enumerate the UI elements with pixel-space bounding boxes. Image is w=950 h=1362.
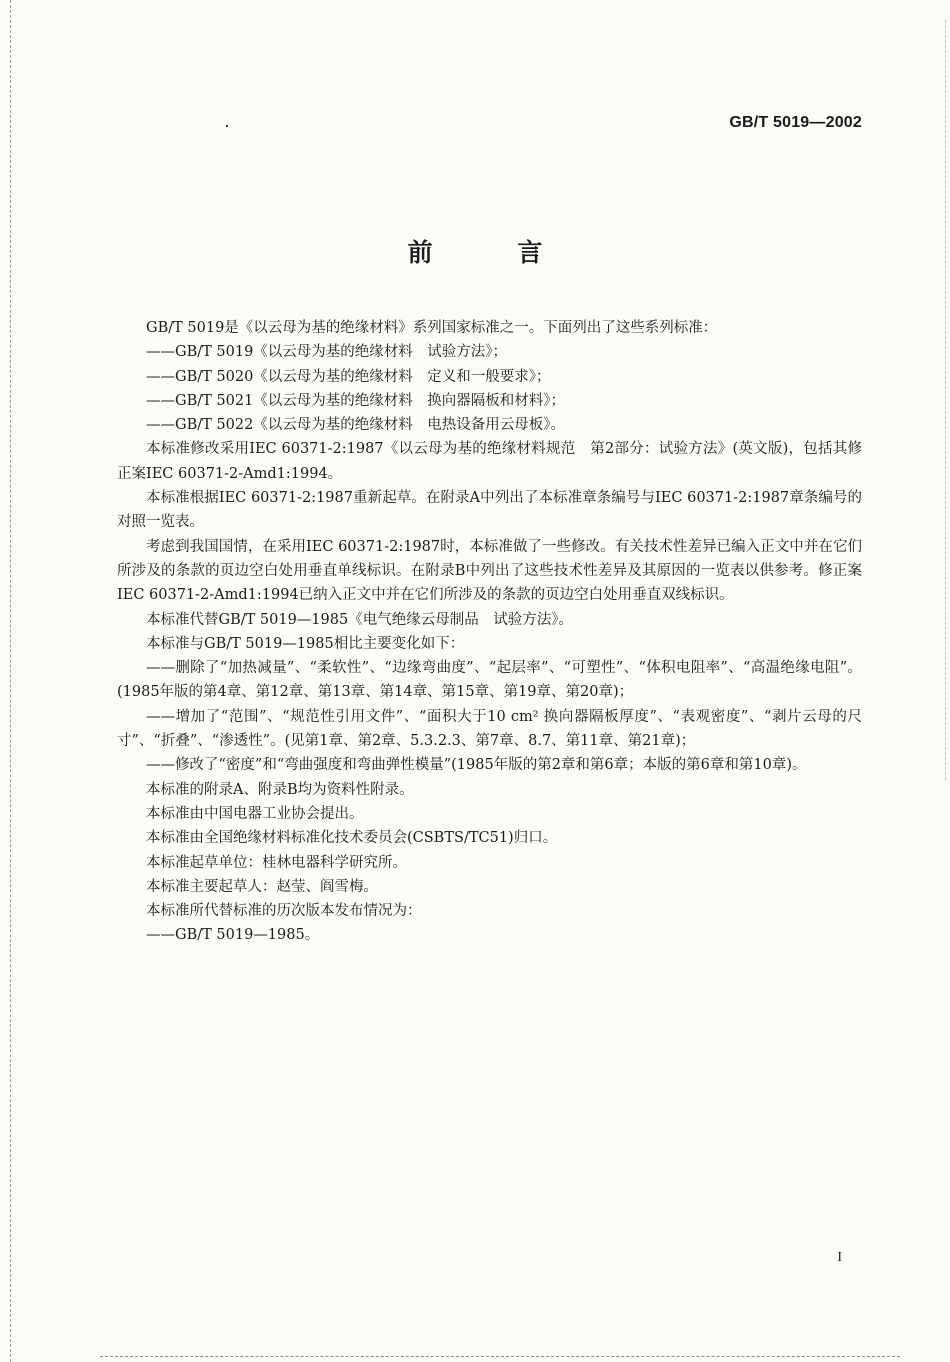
paragraph: ——增加了“范围”、“规范性引用文件”、“面积大于10 cm² 换向器隔板厚度”、“表观密度”、“剥片云母的尺寸”、“折叠”、“渗透性”。(见第1章、第2章、5.3.2.3、第7章、8.7、第11章、第21章)； bbox=[117, 708, 862, 750]
paragraph: 本标准所代替标准的历次版本发布情况为： bbox=[146, 903, 422, 920]
right-margin-line bbox=[945, 20, 946, 780]
paragraph: ——修改了“密度”和“弯曲强度和弯曲弹性模量”(1985年版的第2章和第6章；本版的第6章和第10章)。 bbox=[146, 757, 807, 774]
bottom-edge-line bbox=[100, 1356, 900, 1357]
foreword-body bbox=[117, 316, 862, 948]
scan-speck bbox=[226, 125, 228, 127]
paragraph: 本标准起草单位：桂林电器科学研究所。 bbox=[146, 854, 407, 871]
paragraph: ——GB/T 5020《以云母为基的绝缘材料 定义和一般要求》； bbox=[146, 368, 551, 385]
paragraph: ——GB/T 5021《以云母为基的绝缘材料 换向器隔板和材料》； bbox=[146, 392, 566, 409]
paragraph: 本标准根据IEC 60371-2:1987重新起草。在附录A中列出了本标准章条编号与IEC 60371-2:1987章条编号的对照一览表。 bbox=[117, 490, 862, 531]
paragraph: GB/T 5019是《以云母为基的绝缘材料》系列国家标准之一。下面列出了这些系列标准： bbox=[146, 320, 718, 336]
page-number: I bbox=[837, 1250, 842, 1265]
standard-number: GB/T 5019—2002 bbox=[729, 114, 862, 131]
paragraph: 本标准的附录A、附录B均为资料性附录。 bbox=[146, 781, 414, 798]
page-title: 前 言 bbox=[407, 238, 581, 267]
paragraph: ——删除了“加热减量”、“柔软性”、“边缘弯曲度”、“起层率”、“可塑性”、“体积电阻率”、“高温绝缘电阻”。(1985年版的第4章、第12章、第13章、第14章、第15章、第19章、第20章)； bbox=[117, 660, 862, 701]
paragraph: 本标准由中国电器工业协会提出。 bbox=[146, 805, 364, 822]
paragraph: 本标准由全国绝缘材料标准化技术委员会(CSBTS/TC51)归口。 bbox=[146, 830, 558, 847]
paragraph: ——GB/T 5019—1985。 bbox=[146, 927, 320, 944]
paragraph: 本标准与GB/T 5019—1985相比主要变化如下： bbox=[146, 635, 465, 652]
paragraph: 本标准修改采用IEC 60371-2:1987《以云母为基的绝缘材料规范 第2部分：试验方法》(英文版)，包括其修正案IEC 60371-2-Amd1:1994。 bbox=[117, 441, 862, 482]
paragraph: ——GB/T 5022《以云母为基的绝缘材料 电热设备用云母板》。 bbox=[146, 417, 566, 434]
paragraph: 考虑到我国国情，在采用IEC 60371-2:1987时，本标准做了一些修改。有关技术性差异已编入正文中并在它们所涉及的条款的页边空白处用垂直单线标识。在附录B中列出了这些技术性差异及其原因的一览表以供参考。修正案IEC 60371-2-Amd1:1994已纳入正文中并在它们所涉及的条款的页边空白处用垂直双线标识。 bbox=[117, 538, 862, 604]
paragraph: ——GB/T 5019《以云母为基的绝缘材料 试验方法》； bbox=[146, 344, 508, 361]
binding-margin-line bbox=[10, 0, 11, 1362]
paragraph: 本标准主要起草人：赵莹、阎雪梅。 bbox=[146, 878, 378, 895]
paragraph: 本标准代替GB/T 5019—1985《电气绝缘云母制品 试验方法》。 bbox=[146, 611, 573, 628]
